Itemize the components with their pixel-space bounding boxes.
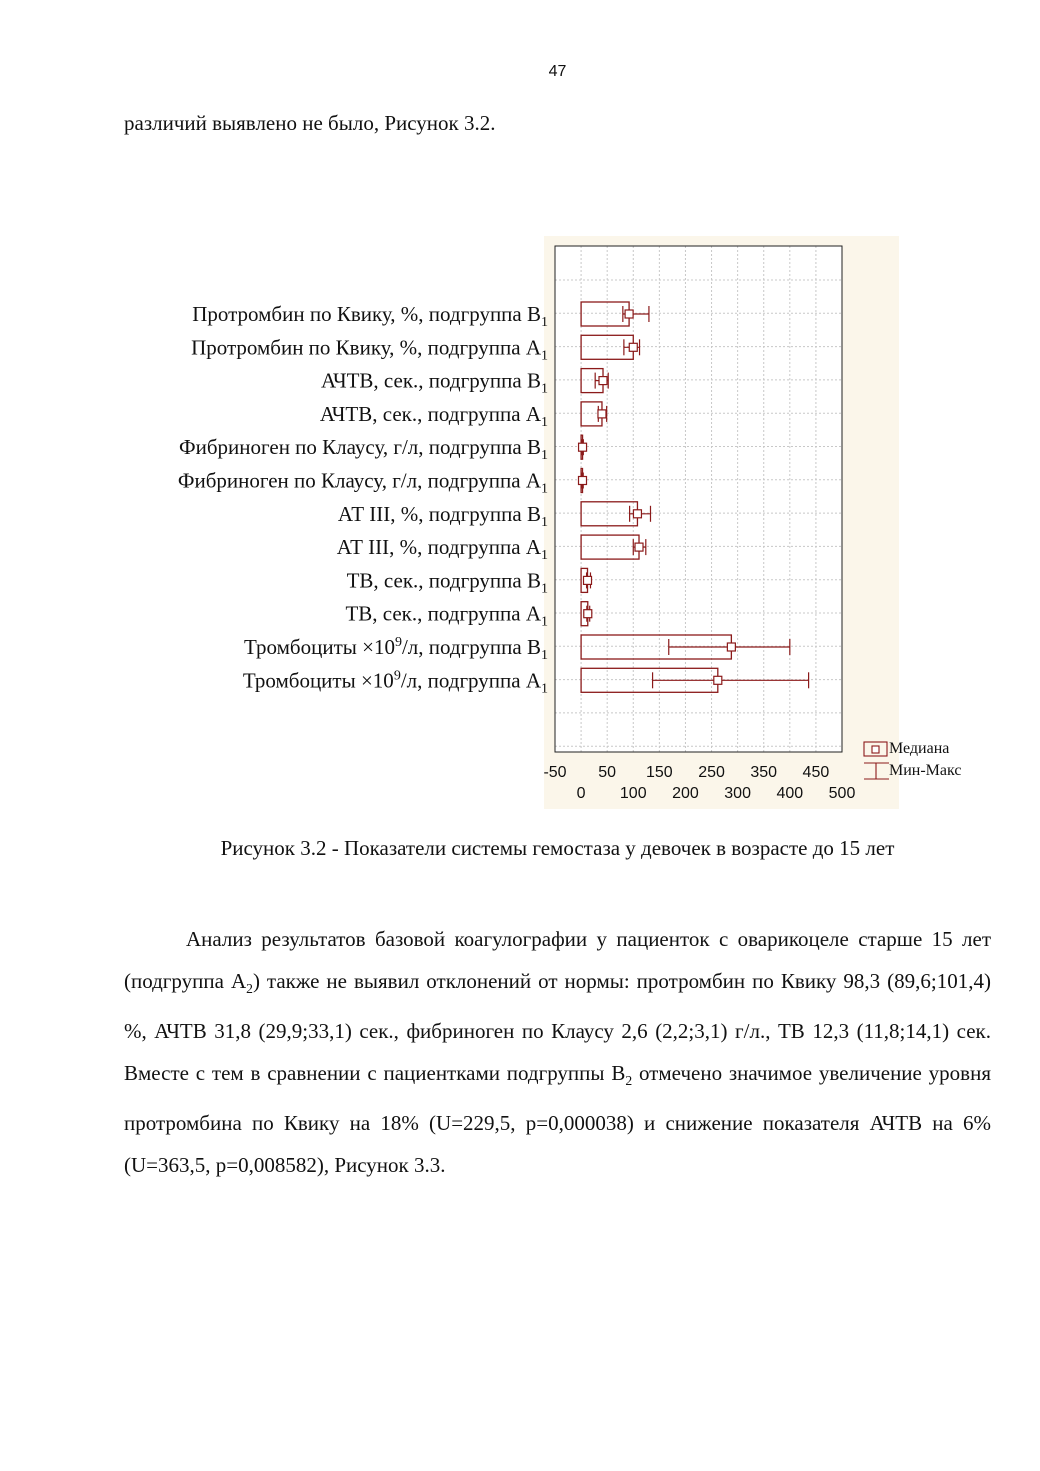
category-label: ТВ, сек., подгруппа $А_1$ [345,601,548,630]
body-paragraph-text: Анализ результатов базовой коагулографии у пациенток с оварикоцеле старше 15 лет (подгруппа $А_2$) также не выявил отклонений от нормы: протромбин по Квику 98,3 (89,6;101,4) %, АЧТВ 31,8 (29,9;33,1) сек., фибриноген по Клаусу 2,6 (2,2;3,1) г/л., ТВ 12,3 (11,8;14,1) сек. Вместе с тем в сравнении с пациентками подгруппы $В_2$ отмечено значимое увеличение уровня протромбина по Квику на 18% (U=229,5, p=0,000038) и снижение показателя АЧТВ на 6% (U=363,5, p=0,008582), Рисунок 3.3. [124,927,991,1178]
category-label: Тромбоциты $\times 10^9/л$, подгруппа $А_1$ [242,668,548,697]
category-label: АТ III, %, подгруппа $В_1$ [337,501,548,530]
legend-median-swatch [872,746,879,753]
median-marker [584,610,592,618]
median-marker [579,443,587,451]
x-tick-label: 400 [776,785,804,802]
category-label: АЧТВ, сек., подгруппа $В_1$ [320,368,548,397]
x-tick-label: 100 [619,785,647,802]
category-label: Фибриноген по Клаусу, г/л, подгруппа $В_1$ [179,435,548,464]
x-tick-label: 50 [598,764,617,781]
x-tick-label: 300 [724,785,751,802]
category-label: Протромбин по Квику, %, подгруппа $А_1$ [191,335,548,364]
category-label: АЧТВ, сек., подгруппа $А_1$ [319,401,548,430]
body-paragraph [124,918,991,1186]
category-label: Тромбоциты $\times 10^9/л$, подгруппа $В_1$ [244,635,548,663]
median-marker [578,477,586,485]
median-marker [635,543,643,551]
median-marker [727,643,735,651]
median-marker [599,377,607,385]
median-marker [584,576,592,584]
x-tick-label: 200 [672,785,699,802]
median-marker [629,343,637,351]
x-tick-label: 450 [802,764,830,781]
median-marker [598,410,606,418]
page-number: 47 [548,63,567,80]
top-paragraph: различий выявлено не было, Рисунок 3.2. [124,111,496,135]
x-tick-label: 0 [576,785,586,802]
category-label: Протромбин по Квику, %, подгруппа $В_1$ [192,302,548,330]
median-marker [714,676,722,684]
figure-caption: Рисунок 3.2 - Показатели системы гемостаза у девочек в возрасте до 15 лет [220,836,895,860]
x-tick-label: 500 [828,785,856,802]
legend-label-median: Медиана [889,740,950,757]
x-tick-label: 250 [698,764,725,781]
category-label: АТ III, %, подгруппа $А_1$ [336,535,548,564]
legend-label-minmax: Мин-Макс [889,762,962,779]
x-tick-label: 350 [750,764,778,781]
x-tick-label: -50 [543,764,567,781]
median-marker [633,510,641,518]
plot-area [555,246,842,752]
x-tick-label: 150 [646,764,673,781]
category-label: Фибриноген по Клаусу, г/л, подгруппа $А_1$ [177,468,548,497]
category-label: ТВ, сек., подгруппа $В_1$ [346,568,548,597]
median-marker [625,310,633,318]
